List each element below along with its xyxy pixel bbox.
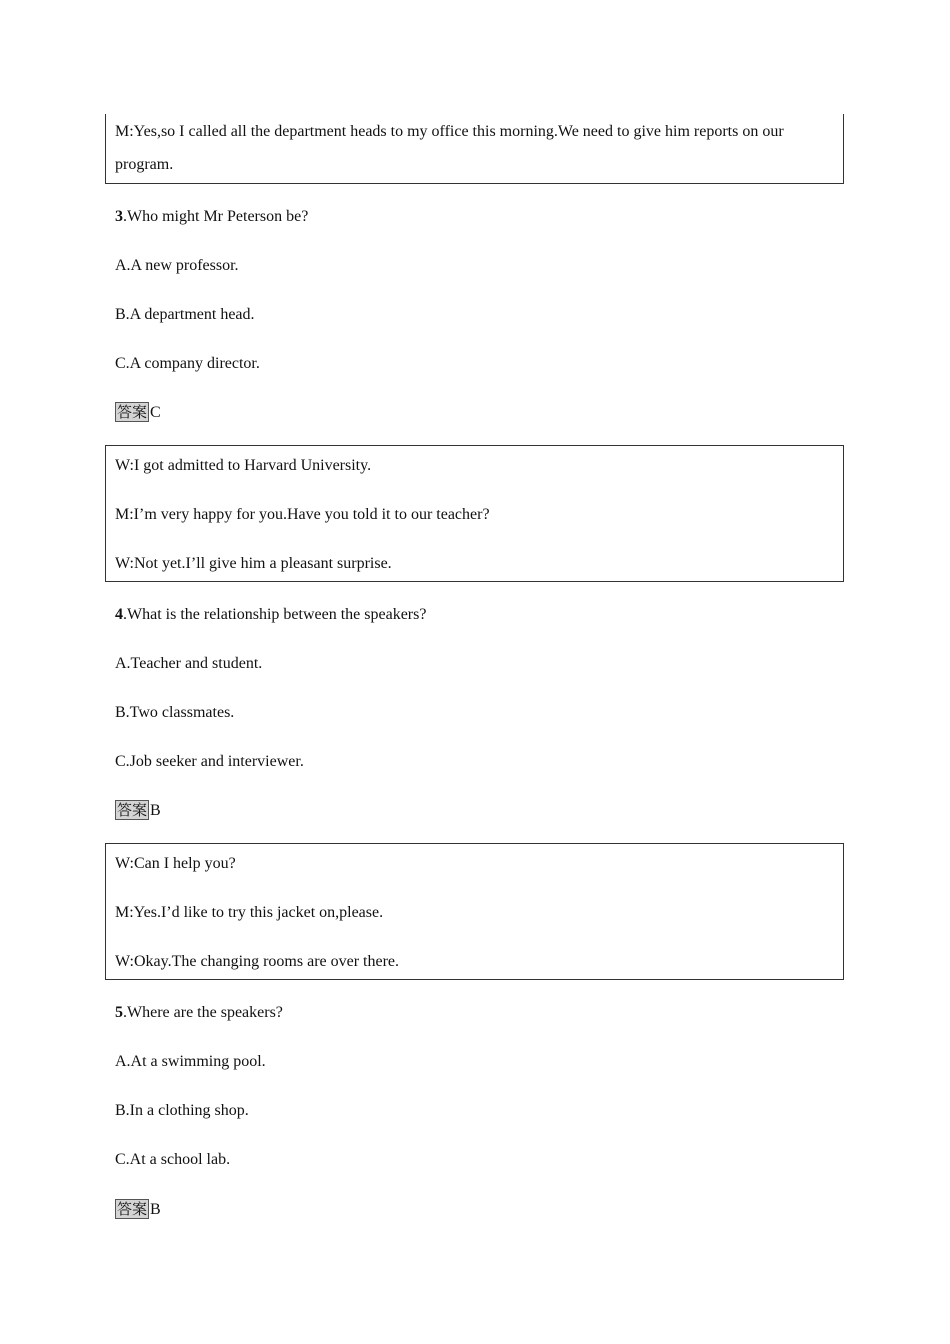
- question-4-stem: [115, 605, 426, 625]
- transcript-box-q5: [105, 843, 844, 980]
- question-number: 3: [115, 208, 123, 225]
- option-c: C.At a school lab.: [115, 1151, 231, 1168]
- answer-tag: 答案: [117, 801, 148, 819]
- transcript-box-q4: [105, 445, 844, 582]
- question-text: .Where are the speakers?: [123, 1004, 283, 1021]
- answer-tag: 答案: [117, 1200, 148, 1218]
- option-b: B.A department head.: [115, 306, 255, 323]
- option-a: A.At a swimming pool.: [115, 1053, 266, 1070]
- answer-value: B: [150, 1201, 161, 1218]
- answer-line: [115, 800, 161, 821]
- question-number: 4: [115, 606, 123, 623]
- option-b: B.Two classmates.: [115, 704, 235, 721]
- answer-line: [115, 402, 161, 423]
- answer-value: C: [150, 404, 161, 421]
- answer-line: [115, 1199, 161, 1220]
- transcript-line: W:I got admitted to Harvard University.: [115, 457, 372, 474]
- question-5-stem: [115, 1003, 283, 1023]
- question-number: 5: [115, 1004, 123, 1021]
- option-c: C.A company director.: [115, 355, 260, 372]
- transcript-box-q3: [105, 114, 844, 184]
- transcript-line: program.: [115, 156, 174, 173]
- option-a: A.Teacher and student.: [115, 655, 263, 672]
- question-text: .What is the relationship between the speakers?: [123, 606, 427, 623]
- option-c: C.Job seeker and interviewer.: [115, 753, 304, 770]
- transcript-line: W:Okay.The changing rooms are over there.: [115, 953, 400, 970]
- option-b: B.In a clothing shop.: [115, 1102, 249, 1119]
- transcript-line: W:Can I help you?: [115, 855, 236, 872]
- option-a: A.A new professor.: [115, 257, 239, 274]
- question-3-stem: [115, 207, 308, 227]
- answer-value: B: [150, 802, 161, 819]
- transcript-line: M:I’m very happy for you.Have you told it to our teacher?: [115, 506, 490, 523]
- question-text: .Who might Mr Peterson be?: [123, 208, 309, 225]
- transcript-line: W:Not yet.I’ll give him a pleasant surprise.: [115, 555, 392, 572]
- transcript-line: M:Yes,so I called all the department heads to my office this morning.We need to give him reports on our: [115, 123, 784, 140]
- transcript-line: M:Yes.I’d like to try this jacket on,please.: [115, 904, 384, 921]
- answer-tag: 答案: [117, 403, 148, 421]
